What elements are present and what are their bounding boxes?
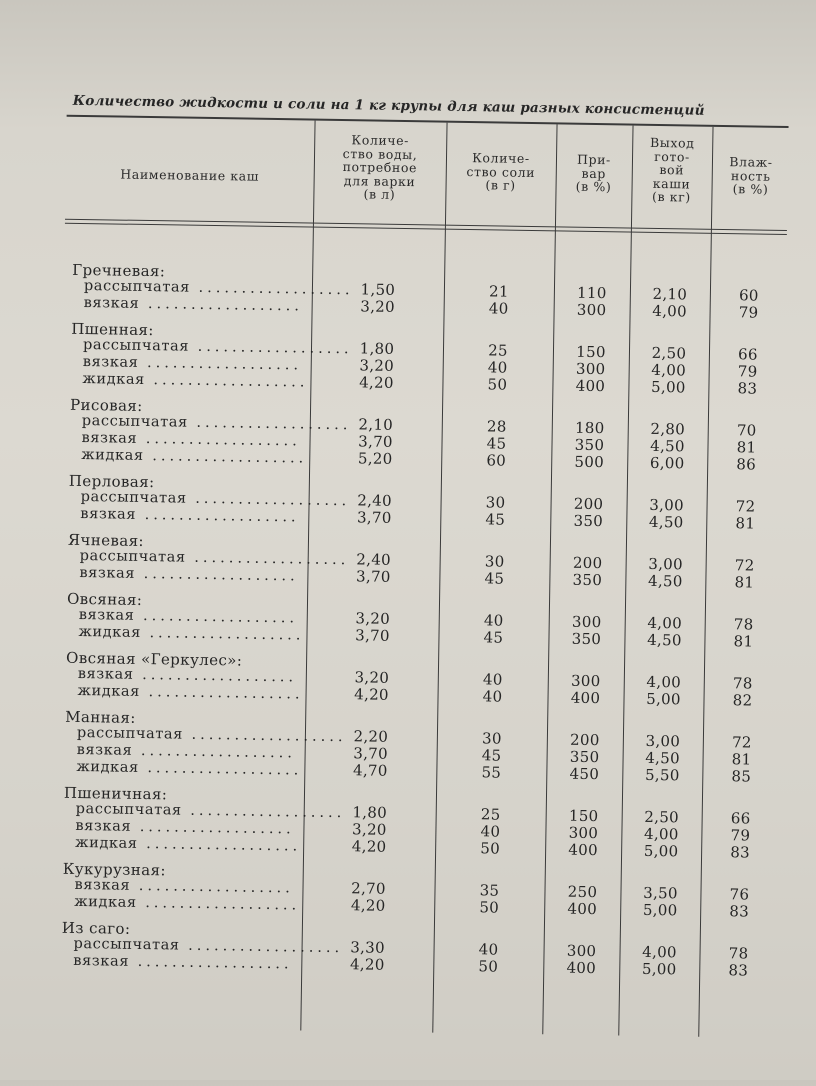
cell-water: 3,20	[360, 297, 396, 316]
leader-dots: ..................	[144, 371, 309, 391]
cell-water: 3,70	[353, 744, 389, 763]
cell-privar: 350	[571, 629, 602, 649]
cell-yield: 4,00	[651, 360, 687, 380]
cell-salt: 50	[479, 898, 500, 917]
cell-salt: 40	[480, 822, 501, 841]
leader-dots: ..................	[132, 742, 297, 762]
table-title: Количество жидкости и соли на 1 кг крупы для каш разных консистенций	[72, 92, 705, 119]
cell-moisture: 78	[728, 944, 749, 963]
row-label-text: рассыпчатая	[75, 800, 182, 819]
cell-yield: 4,50	[645, 748, 681, 768]
leader-dots: ..................	[181, 802, 346, 822]
cell-moisture: 79	[730, 826, 751, 845]
cell-yield: 4,50	[647, 571, 683, 591]
leader-dots: ..................	[182, 726, 347, 746]
group-title: Овсяная «Геркулес»:	[65, 648, 243, 670]
cell-moisture: 79	[738, 303, 759, 322]
row-label-text: вязкая	[76, 741, 133, 759]
cell-yield: 5,00	[643, 841, 679, 861]
cell-moisture: 70	[736, 421, 757, 440]
leader-dots: ..................	[138, 759, 303, 779]
cell-privar: 350	[572, 570, 603, 590]
cell-privar: 400	[575, 376, 606, 396]
row-label	[82, 371, 312, 391]
row-label	[78, 624, 308, 644]
cell-moisture: 72	[731, 733, 752, 752]
cell-moisture: 81	[731, 750, 752, 769]
cell-salt: 40	[482, 670, 503, 689]
leader-dots: ..................	[134, 607, 299, 627]
cell-moisture: 72	[734, 556, 755, 575]
cell-yield: 2,80	[650, 419, 686, 439]
cell-moisture: 78	[733, 615, 754, 634]
leader-dots: ..................	[188, 338, 353, 358]
cell-salt: 30	[485, 493, 506, 512]
header-water: Количе- ство воды, потребное для варки (в л)	[342, 132, 418, 202]
cell-water: 1,80	[352, 803, 388, 822]
group-title: Кукурузная:	[62, 859, 167, 880]
cell-moisture: 83	[728, 961, 749, 980]
cell-salt: 30	[481, 729, 502, 748]
cell-water: 4,20	[350, 896, 386, 915]
row-label-text: жидкая	[76, 758, 139, 776]
cell-moisture: 81	[733, 632, 754, 651]
cell-water: 3,70	[355, 626, 390, 645]
cell-privar: 350	[574, 435, 605, 455]
cell-yield: 6,00	[649, 453, 685, 473]
cell-water: 3,20	[351, 820, 387, 839]
leader-dots: ..................	[136, 894, 301, 914]
cell-yield: 5,00	[650, 377, 686, 397]
cell-water: 3,70	[358, 432, 393, 451]
cell-water: 1,50	[360, 280, 396, 299]
leader-dots: ..................	[138, 354, 303, 374]
cell-salt: 60	[486, 451, 507, 470]
row-label-text: рассыпчатая	[79, 547, 186, 566]
header-name: Наименование каш	[120, 166, 260, 184]
cell-water: 1,80	[359, 339, 395, 358]
cell-water: 4,20	[349, 955, 385, 974]
cell-salt: 28	[486, 417, 507, 436]
cell-yield: 3,00	[649, 495, 685, 515]
cell-moisture: 85	[731, 767, 752, 786]
cell-moisture: 81	[735, 514, 756, 533]
cell-moisture: 82	[732, 691, 753, 710]
cell-salt: 25	[480, 805, 501, 824]
cell-salt: 45	[486, 434, 507, 453]
row-label-text: вязкая	[81, 429, 138, 447]
cell-salt: 45	[485, 510, 506, 529]
cell-salt: 45	[481, 746, 502, 765]
cell-moisture: 79	[737, 362, 758, 381]
leader-dots: ..................	[187, 414, 352, 434]
row-label-text: рассыпчатая	[81, 412, 188, 431]
group-title: Рисовая:	[69, 395, 143, 415]
row-label-text: рассыпчатая	[83, 278, 191, 296]
row-label-text: рассыпчатая	[82, 336, 190, 355]
leader-dots: ..................	[128, 953, 293, 973]
cell-yield: 4,00	[646, 672, 682, 692]
cell-yield: 4,50	[647, 630, 682, 650]
cell-privar: 110	[576, 283, 607, 303]
cell-privar: 150	[576, 342, 606, 362]
row-label	[84, 295, 314, 315]
header-salt: Количе- ство соли (в г)	[466, 150, 536, 193]
cell-salt: 50	[480, 839, 501, 858]
cell-water: 2,40	[357, 491, 393, 510]
header-privar: При- вар (в %)	[575, 151, 612, 195]
row-label-text: вязкая	[83, 295, 140, 312]
cell-yield: 4,00	[642, 942, 677, 962]
cell-yield: 5,00	[641, 959, 677, 979]
cell-yield: 4,00	[643, 824, 679, 844]
row-label-text: рассыпчатая	[76, 724, 184, 743]
cell-moisture: 86	[736, 455, 757, 474]
row-label-text: вязкая	[77, 665, 134, 683]
cell-yield: 5,50	[644, 765, 680, 785]
row-label-text: жидкая	[74, 893, 137, 911]
cell-yield: 3,00	[645, 731, 681, 751]
row-label-text: вязкая	[80, 505, 137, 523]
cell-privar: 400	[566, 958, 597, 978]
leader-dots: ..................	[135, 506, 300, 526]
leader-dots: ..................	[140, 624, 305, 644]
row-label	[73, 953, 303, 973]
cell-salt: 40	[483, 611, 504, 630]
cell-yield: 5,00	[646, 689, 681, 709]
row-label	[75, 835, 305, 855]
cell-privar: 200	[572, 553, 603, 573]
cell-privar: 300	[575, 359, 606, 379]
leader-dots: ..................	[139, 683, 304, 703]
cell-water: 4,20	[351, 837, 387, 856]
row-label-text: жидкая	[75, 834, 138, 852]
leader-dots: ..................	[179, 937, 344, 957]
cell-salt: 35	[479, 881, 500, 900]
cell-privar: 350	[573, 511, 604, 531]
leader-dots: ..................	[130, 877, 294, 897]
group-title: Пшенная:	[71, 319, 154, 340]
cell-water: 3,70	[355, 567, 391, 586]
cell-water: 5,20	[357, 449, 393, 468]
cell-water: 2,20	[353, 727, 389, 746]
cell-yield: 4,50	[648, 512, 684, 532]
cell-yield: 3,00	[648, 554, 684, 574]
cell-salt: 21	[488, 282, 509, 301]
row-label	[77, 683, 307, 703]
row-label	[80, 506, 310, 526]
cell-privar: 150	[568, 806, 599, 826]
cell-privar: 300	[570, 671, 601, 691]
cell-water: 2,10	[358, 415, 394, 434]
leader-dots: ..................	[131, 818, 295, 838]
row-label-text: рассыпчатая	[73, 935, 180, 954]
leader-dots: ..................	[185, 549, 350, 569]
cell-yield: 2,10	[652, 284, 688, 304]
row-label-text: жидкая	[82, 370, 145, 388]
row-label	[79, 565, 309, 585]
cell-salt: 40	[488, 299, 509, 318]
cell-privar: 400	[570, 688, 601, 708]
cell-salt: 50	[487, 375, 508, 394]
cell-yield: 4,00	[652, 301, 688, 321]
row-label-text: вязкая	[75, 817, 132, 835]
row-label	[81, 447, 311, 467]
cell-privar: 250	[567, 882, 598, 902]
cell-privar: 300	[566, 941, 597, 961]
cell-moisture: 81	[734, 573, 755, 592]
row-label-text: жидкая	[81, 446, 144, 464]
cell-privar: 300	[571, 612, 602, 632]
cell-water: 2,70	[351, 879, 386, 898]
cell-moisture: 66	[737, 345, 758, 364]
cell-water: 3,30	[350, 938, 386, 957]
group-title: Из саго:	[61, 918, 131, 938]
cell-privar: 300	[568, 823, 599, 843]
leader-dots: ..................	[137, 430, 301, 450]
cell-yield: 4,50	[650, 436, 685, 456]
cell-yield: 4,00	[647, 613, 683, 633]
row-label-text: рассыпчатая	[80, 488, 187, 507]
cell-moisture: 81	[736, 438, 757, 457]
cell-moisture: 76	[729, 885, 750, 904]
cell-moisture: 83	[730, 843, 751, 862]
cell-yield: 2,50	[644, 807, 680, 827]
cell-water: 2,40	[356, 550, 392, 569]
cell-water: 4,70	[352, 761, 388, 780]
group-title: Овсяная:	[66, 589, 143, 609]
cell-yield: 5,00	[642, 900, 678, 920]
cell-salt: 55	[481, 763, 502, 782]
cell-privar: 300	[576, 300, 607, 320]
cell-privar: 500	[574, 452, 605, 472]
row-label-text: вязкая	[73, 952, 130, 970]
cell-water: 4,20	[354, 685, 390, 704]
group-title: Манная:	[65, 707, 136, 727]
cell-salt: 50	[478, 957, 499, 976]
header-yield: Выход гото- вой каши (в кг)	[649, 134, 695, 205]
cell-water: 3,20	[354, 668, 390, 687]
row-label-text: вязкая	[74, 876, 131, 894]
cell-moisture: 83	[729, 902, 750, 921]
leader-dots: ..................	[137, 835, 302, 855]
cell-privar: 180	[574, 418, 605, 438]
row-label	[76, 759, 306, 779]
porridge-table	[52, 115, 796, 1046]
leader-dots: ..................	[186, 490, 351, 510]
group-title: Ячневая:	[67, 530, 145, 550]
group-title: Перловая:	[68, 471, 155, 492]
cell-privar: 200	[573, 494, 604, 514]
header-moisture: Влаж- ность (в %)	[729, 154, 773, 197]
cell-water: 3,20	[355, 609, 391, 628]
group-title: Гречневая:	[72, 260, 166, 281]
cell-salt: 45	[484, 569, 505, 588]
cell-privar: 200	[569, 730, 600, 750]
cell-water: 3,20	[359, 356, 395, 375]
cell-yield: 2,50	[651, 343, 687, 363]
cell-salt: 40	[482, 687, 503, 706]
row-label-text: вязкая	[82, 353, 139, 371]
cell-privar: 400	[567, 899, 598, 919]
row-label-text: вязкая	[79, 564, 136, 582]
cell-privar: 400	[568, 840, 599, 860]
cell-water: 4,20	[359, 373, 394, 392]
row-label-text: жидкая	[78, 623, 142, 641]
cell-salt: 25	[488, 341, 508, 360]
cell-salt: 40	[478, 940, 499, 959]
group-title: Пшеничная:	[63, 783, 168, 804]
cell-moisture: 66	[730, 809, 751, 828]
cell-moisture: 72	[735, 497, 756, 516]
cell-salt: 40	[487, 358, 508, 377]
cell-privar: 350	[569, 747, 600, 767]
cell-privar: 450	[569, 764, 600, 784]
cell-salt: 45	[483, 628, 504, 647]
leader-dots: ..................	[143, 447, 308, 467]
row-label-text: вязкая	[78, 606, 135, 624]
cell-moisture: 83	[737, 379, 758, 398]
cell-moisture: 60	[738, 286, 759, 305]
leader-dots: ..................	[134, 565, 299, 585]
cell-moisture: 78	[732, 674, 753, 693]
cell-salt: 30	[484, 552, 505, 571]
cell-water: 3,70	[356, 508, 392, 527]
cell-yield: 3,50	[643, 883, 678, 903]
leader-dots: ..................	[139, 295, 304, 315]
row-label	[74, 894, 304, 914]
row-label-text: жидкая	[77, 682, 141, 700]
leader-dots: ..................	[133, 666, 298, 686]
leader-dots: ..................	[189, 279, 354, 299]
